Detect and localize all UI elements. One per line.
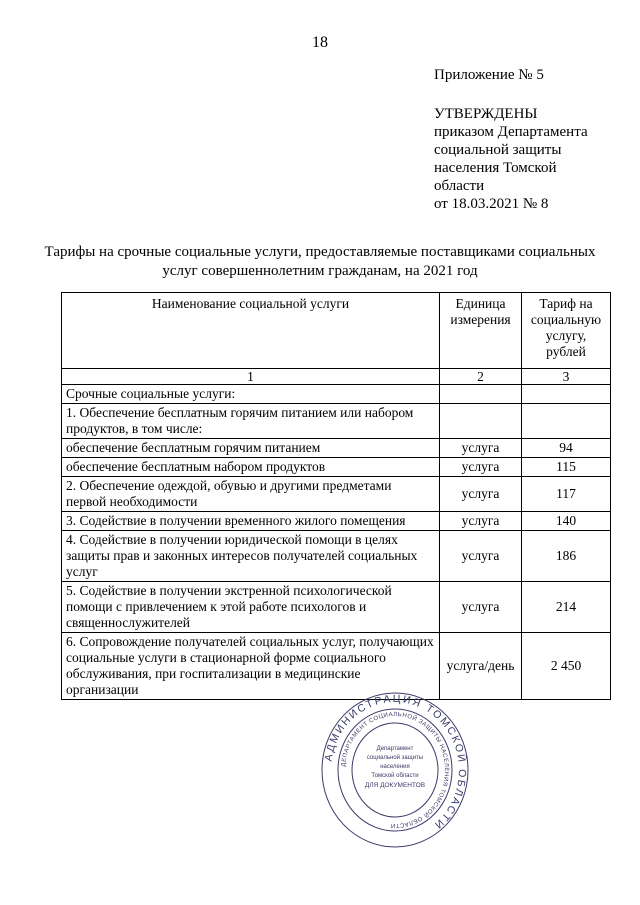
svg-text:населения: населения bbox=[380, 764, 410, 770]
svg-text:АДМИНИСТРАЦИЯ ТОМСКОЙ ОБЛАСТИ: АДМИНИСТРАЦИЯ ТОМСКОЙ ОБЛАСТИ bbox=[322, 692, 469, 832]
service-name: обеспечение бесплатным набором продуктов bbox=[62, 458, 440, 477]
service-price: 214 bbox=[522, 582, 611, 633]
column-number-row bbox=[62, 369, 611, 385]
service-name: 3. Содействие в получении временного жилого помещения bbox=[62, 512, 440, 531]
service-price bbox=[522, 404, 611, 439]
approval-line: области bbox=[434, 178, 485, 194]
service-name: 4. Содействие в получении юридической помощи в целях защиты прав и законных интересов получателей социальных услуг bbox=[62, 531, 440, 582]
service-unit: услуга bbox=[440, 477, 522, 512]
service-unit: услуга bbox=[440, 458, 522, 477]
official-seal bbox=[320, 690, 470, 850]
svg-text:Томской области: Томской области bbox=[371, 773, 419, 779]
seal-inner-ring bbox=[352, 723, 438, 817]
service-name: 2. Обеспечение одеждой, обувью и другими предметами первой необходимости bbox=[62, 477, 440, 512]
service-price: 140 bbox=[522, 512, 611, 531]
page-number: 18 bbox=[312, 34, 328, 51]
section-row bbox=[62, 385, 611, 404]
service-unit: услуга bbox=[440, 512, 522, 531]
svg-text:ДЛЯ ДОКУМЕНТОВ: ДЛЯ ДОКУМЕНТОВ bbox=[364, 782, 426, 789]
svg-text:ДЕПАРТАМЕНТ СОЦИАЛЬНОЙ ЗАЩИТЫ: ДЕПАРТАМЕНТ СОЦИАЛЬНОЙ ЗАЩИТЫ НАСЕЛЕНИЯ ТОМСКОЙ ОБЛАСТИ bbox=[341, 711, 450, 829]
service-price: 94 bbox=[522, 439, 611, 458]
section-title: Срочные социальные услуги: bbox=[62, 385, 440, 404]
approval-line: населения Томской bbox=[434, 160, 557, 176]
service-price: 186 bbox=[522, 531, 611, 582]
header-service-name: Наименование социальной услуги bbox=[62, 293, 440, 369]
service-name: 6. Сопровождение получателей социальных услуг, получающих социальные услуги в стационарной форме социального обслуживания, при госпитализации в медицинские организации bbox=[62, 633, 440, 700]
service-name: 5. Содействие в получении экстренной психологической помощи с привлечением к этой работе психологов и священнослужителей bbox=[62, 582, 440, 633]
service-name: обеспечение бесплатным горячим питанием bbox=[62, 439, 440, 458]
table-row bbox=[62, 477, 611, 512]
table-row bbox=[62, 404, 611, 439]
table-row bbox=[62, 582, 611, 633]
column-number: 2 bbox=[440, 369, 522, 385]
table-row bbox=[62, 512, 611, 531]
service-price: 117 bbox=[522, 477, 611, 512]
service-unit: услуга bbox=[440, 582, 522, 633]
service-price: 115 bbox=[522, 458, 611, 477]
column-number: 3 bbox=[522, 369, 611, 385]
approval-line: от 18.03.2021 № 8 bbox=[434, 196, 549, 212]
table-row bbox=[62, 531, 611, 582]
approval-line: социальной защиты bbox=[434, 142, 562, 158]
header-tariff: Тариф на социальную услугу, рублей bbox=[522, 293, 611, 369]
service-unit: услуга/день bbox=[440, 633, 522, 700]
svg-text:социальной защиты: социальной защиты bbox=[366, 755, 424, 761]
tariff-table bbox=[61, 292, 611, 700]
service-price: 2 450 bbox=[522, 633, 611, 700]
table-row bbox=[62, 458, 611, 477]
seal-middle-ring bbox=[338, 709, 452, 831]
table-header-row bbox=[62, 293, 611, 369]
service-name: 1. Обеспечение бесплатным горячим питанием или набором продуктов, в том числе: bbox=[62, 404, 440, 439]
appendix-label: Приложение № 5 bbox=[434, 67, 544, 83]
document-title: Тарифы на срочные социальные услуги, предоставляемые поставщиками социальных услуг совершеннолетним гражданам, на 2021 год bbox=[44, 244, 596, 279]
table-row bbox=[62, 439, 611, 458]
svg-text:Департамент: Департамент bbox=[376, 746, 414, 752]
approval-line: УТВЕРЖДЕНЫ bbox=[434, 106, 538, 122]
service-unit: услуга bbox=[440, 439, 522, 458]
approval-block bbox=[434, 105, 588, 213]
column-number: 1 bbox=[62, 369, 440, 385]
service-unit: услуга bbox=[440, 531, 522, 582]
service-unit bbox=[440, 404, 522, 439]
approval-line: приказом Департамента bbox=[434, 124, 588, 140]
header-unit: Единица измерения bbox=[440, 293, 522, 369]
